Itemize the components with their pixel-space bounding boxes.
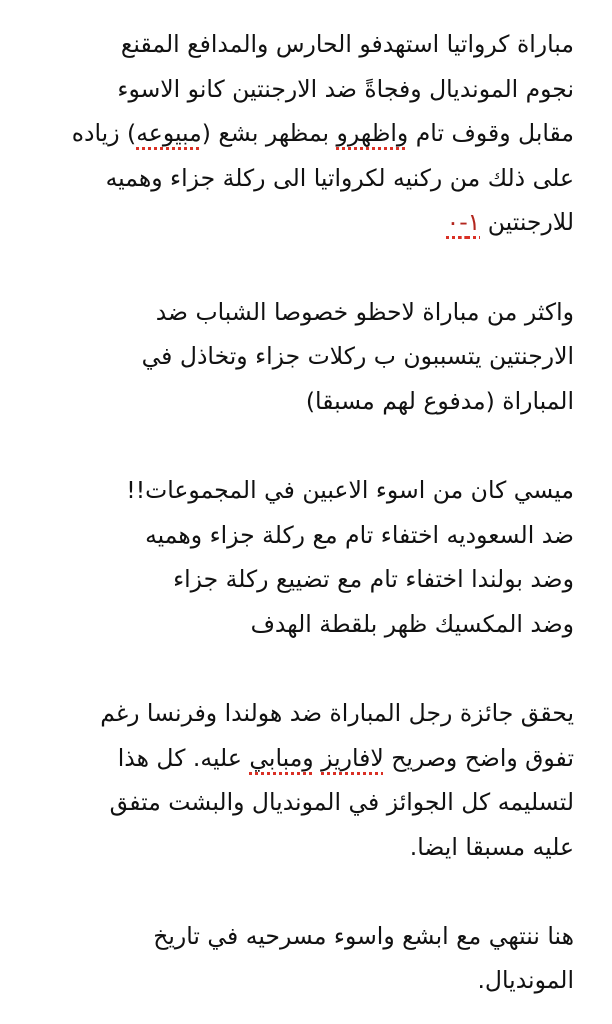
text-line: المونديال. xyxy=(477,966,574,995)
misspelled-word[interactable]: ومبابي xyxy=(249,743,314,772)
text-line: ميسي كان من اسوء الاعبين في المجموعات!! xyxy=(126,475,574,504)
text-line: عليه مسبقا ايضا. xyxy=(409,832,574,861)
text-segment: مقابل وقوف تام xyxy=(408,119,574,148)
paragraph[interactable] xyxy=(40,290,574,424)
paragraph[interactable] xyxy=(40,22,574,245)
text-segment: عليه. كل هذا xyxy=(117,743,250,772)
text-line: واكثر من مباراة لاحظو خصوصا الشباب ضد xyxy=(155,297,574,326)
text-segment: بمظهر بشع ( xyxy=(201,119,337,148)
text-line: نجوم المونديال وفجاةً ضد الارجنتين كانو الاسوء xyxy=(117,74,574,103)
text-line: وضد بولندا اختفاء تام مع تضييع ركلة جزاء xyxy=(173,565,574,594)
paragraph[interactable] xyxy=(40,691,574,869)
text-line xyxy=(40,200,574,245)
score-detected-link[interactable]: ١-٠ xyxy=(446,208,481,237)
text-line: الارجنتين يتسببون ب ركلات جزاء وتخاذل في xyxy=(141,342,574,371)
text-line: ضد السعوديه اختفاء تام مع ركلة جزاء وهميه xyxy=(145,520,574,549)
text-line: على ذلك من ركنيه لكرواتيا الى ركلة جزاء وهميه xyxy=(105,163,574,192)
text-line: لتسليمه كل الجوائز في المونديال والبشت متفق xyxy=(109,788,574,817)
text-segment: ) زياده xyxy=(71,119,137,148)
paragraph[interactable] xyxy=(40,468,574,646)
misspelled-word[interactable]: لافاريز xyxy=(321,743,384,772)
text-line: وضد المكسيك ظهر بلقطة الهدف xyxy=(250,609,574,638)
text-line: المباراة (مدفوع لهم مسبقا) xyxy=(305,386,574,415)
misspelled-word[interactable]: مبيوعه xyxy=(136,119,202,148)
text-line xyxy=(40,736,574,781)
text-line: مباراة كرواتيا استهدفو الحارس والمدافع المقنع xyxy=(120,30,574,58)
text-line xyxy=(40,111,574,156)
misspelled-word[interactable]: واظهرو xyxy=(336,119,409,148)
text-line: هنا ننتهي مع ابشع واسوء مسرحيه في تاريخ xyxy=(153,921,574,950)
paragraph[interactable] xyxy=(40,914,574,1003)
text-segment: للارجنتين xyxy=(480,208,574,237)
text-line: يحقق جائزة رجل المباراة ضد هولندا وفرنسا رغم xyxy=(100,698,574,727)
text-segment: تفوق واضح وصريح xyxy=(383,743,574,772)
